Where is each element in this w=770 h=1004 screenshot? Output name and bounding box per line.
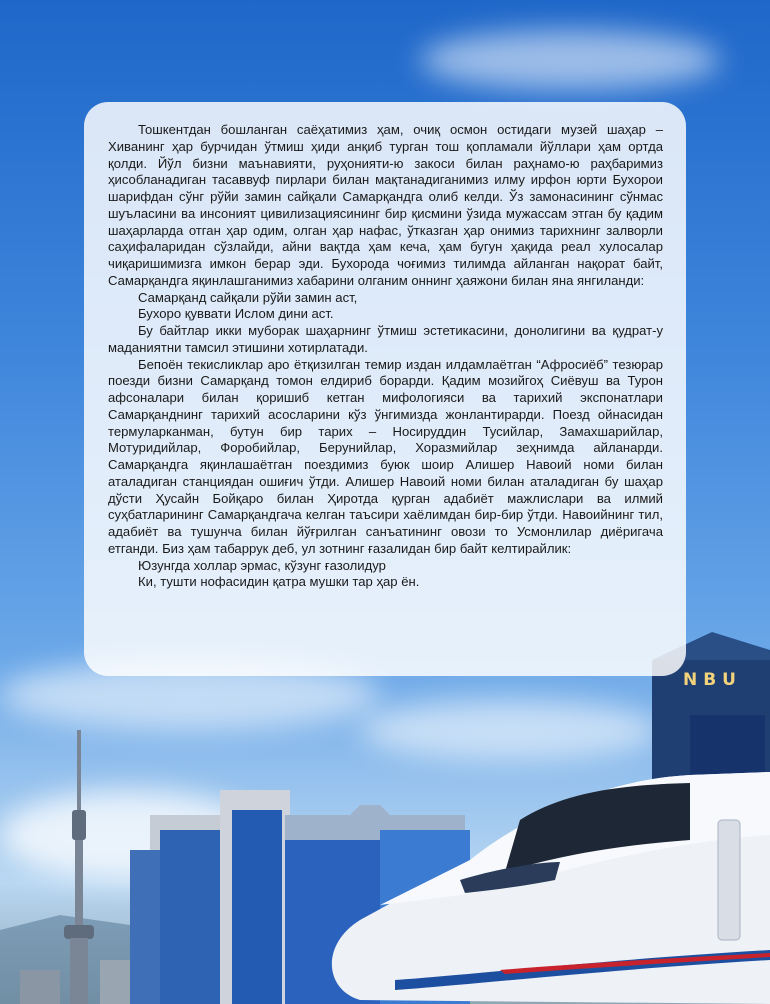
nbu-sign: NBU [683,670,742,690]
paragraph: Тошкентдан бошланган саёҳатимиз ҳам, очиқ осмон остидаги музей шаҳар – Хиванинг ҳар бурчидан ўтмиш ҳиди анқиб турган тош қопламали йўллари ҳам ортда қолди. Йўл бизни маънавияти, руҳонияти-ю закоси билан раҳнамо-ю раҳбаримиз ҳисобланадиган тасаввуф пирлари билан мақтанадиганимиз илму ирфон юрти Бухорои шарифдан сўнг рўйи замин сайқали Самарқандга олиб келди. Ўз замонасининг сўнмас шуъласини ва инсоният цивилизациясининг бир қисмини ўзида мужассам этган бу қадим шаҳарларда отган ҳар одим, олган ҳар нафас, ўтказган ҳар онимиз тарихнинг залворли саҳифаларидан сўзлайди, айни вақтда ҳам кеча, ҳам бугун ҳақида реал хулосалар чиқаришимизга имкон берар эди. Бухорода чоғимиз тилимда айланган нақорат байт, Самарқандга яқинлашганимиз хабарини олганим оннинг ҳаяжони билан яна янгиланди: [108,122,663,288]
paragraph: Бу байтлар икки муборак шаҳарнинг ўтмиш эстетикасини, донолигини ва қудрат-у маданиятни тамсил этишини хотирлатади. [108,323,663,355]
paragraph: Бепоён текисликлар аро ётқизилган темир издан илдамлаётган “Афросиёб” тезюрар поезди бизни Самарқанд томон елдириб борарди. Қадим мозийгоҳ Сиёвуш ва Турон афсоналари билан қоришиб кетган мифологияси ва тарихий экспонатлари Самарқанднинг тарихий асосларини кўз ўнгимизда жонлантирарди. Поезд ойнасидан термуларканман, бутун бир тарих – Носируддин Тусийлар, Замахшарийлар, Мотуридийлар, Форобийлар, Берунийлар, Хоразмийлар зеҳнимда айланарди. Самарқандга яқинлашаётган поездимиз буюк шоир Алишер Навоий номи билан аталадиган станциядан ошиғич ўтди. Алишер Навоий номи билан аталадиган бу шаҳар дўсти Ҳусайн Бойқаро билан Ҳиротда қурган адабиёт мажлислари ва илмий суҳбатларининг Самарқандгача келган таъсири хаёлимдан бир-бир ўтди. Навоийнинг тил, адабиёт ва тушунча билан йўғрилган санъатининг овози то Усмонлилар диёригача етганди. Биз ҳам табаррук деб, ул зотнинг ғазалидан бир байт келтирайлик: [108,356,663,556]
body-text [108,122,663,591]
verse-line: Юзунгда холлар эрмас, кўзунг ғазолидур [138,557,386,573]
verse-line: Бухоро қуввати Ислом дини аст. [138,306,334,322]
verse-line: Самарқанд сайқали рўйи замин аст, [138,289,358,305]
verse-line: Ки, тушти нофасидин қатра мушки тар ҳар ён. [138,574,420,590]
